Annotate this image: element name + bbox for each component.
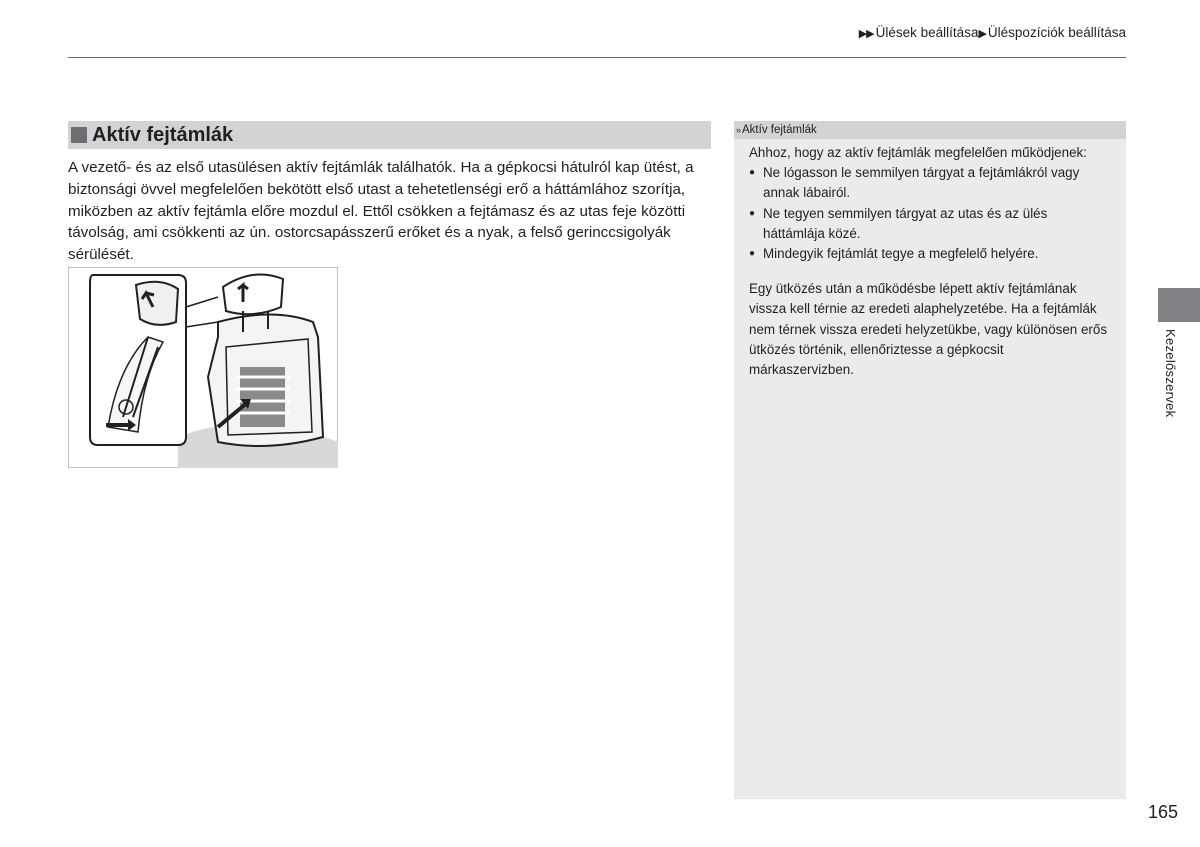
- breadcrumb-item-seat-position[interactable]: Üléspozíciók beállítása: [987, 25, 1126, 40]
- sidebar-heading: [734, 121, 1126, 139]
- sidebar-intro: Ahhoz, hogy az aktív fejtámlák megfelelően működjenek:: [749, 145, 1087, 160]
- sidebar-body: [734, 139, 1126, 380]
- headrest-diagram-icon: [68, 267, 338, 468]
- breadcrumb-separator-icon: ▶: [978, 28, 986, 40]
- breadcrumb-arrow-icon: ▶▶: [858, 28, 874, 40]
- page-number: 165: [1148, 802, 1179, 822]
- sidebar-bullet-list: [749, 163, 1112, 264]
- chapter-tab-label[interactable]: Kezelőszervek: [1163, 329, 1178, 418]
- list-item: ● Ne lógasson le semmilyen tárgyat a fejtámlákról vagy annak lábairól.: [749, 163, 1112, 203]
- list-item: ● Ne tegyen semmilyen tárgyat az utas és az ülés háttámlája közé.: [749, 204, 1112, 244]
- notes-sidebar: [734, 121, 1126, 799]
- section-square-icon: [71, 127, 87, 143]
- section-body-text: A vezető- és az első utasülésen aktív fejtámlák találhatók. Ha a gépkocsi hátulról kap ütést, a biztonsági övvel megfelelően bekötött első utast a tehetetlenségi erő a háttámlához szorítja, miközben az aktív fejtámla előre mozdul el. Ettől csökken a fejtámasz és az utas feje közötti távolság, ami csökkenti az ún. ostorcsapásszerű erőket és a nyak, a felső gerinccsigolyák sérülését.: [68, 159, 694, 264]
- sidebar-arrow-icon: »: [736, 125, 741, 135]
- chapter-tab-marker: [1158, 288, 1200, 322]
- breadcrumb: [859, 25, 1126, 40]
- breadcrumb-item-seats[interactable]: Ülések beállítása: [875, 25, 979, 40]
- list-item: ● Mindegyik fejtámlát tegye a megfelelő helyére.: [749, 244, 1112, 264]
- header-divider: [68, 57, 1126, 58]
- sidebar-heading-label: Aktív fejtámlák: [742, 124, 817, 136]
- section-title: Aktív fejtámlák: [92, 123, 234, 146]
- headrest-illustration: [68, 267, 338, 468]
- section-heading-bar: [68, 121, 711, 149]
- sidebar-paragraph: Egy ütközés után a működésbe lépett aktív fejtámlának vissza kell térnie az eredeti alaphelyzetébe. Ha a fejtámlák nem térnek vissza eredeti helyzetükbe, vagy különösen erős ütközés történik, ellenőriztesse a gépkocsit márkaszervizben.: [749, 281, 1108, 378]
